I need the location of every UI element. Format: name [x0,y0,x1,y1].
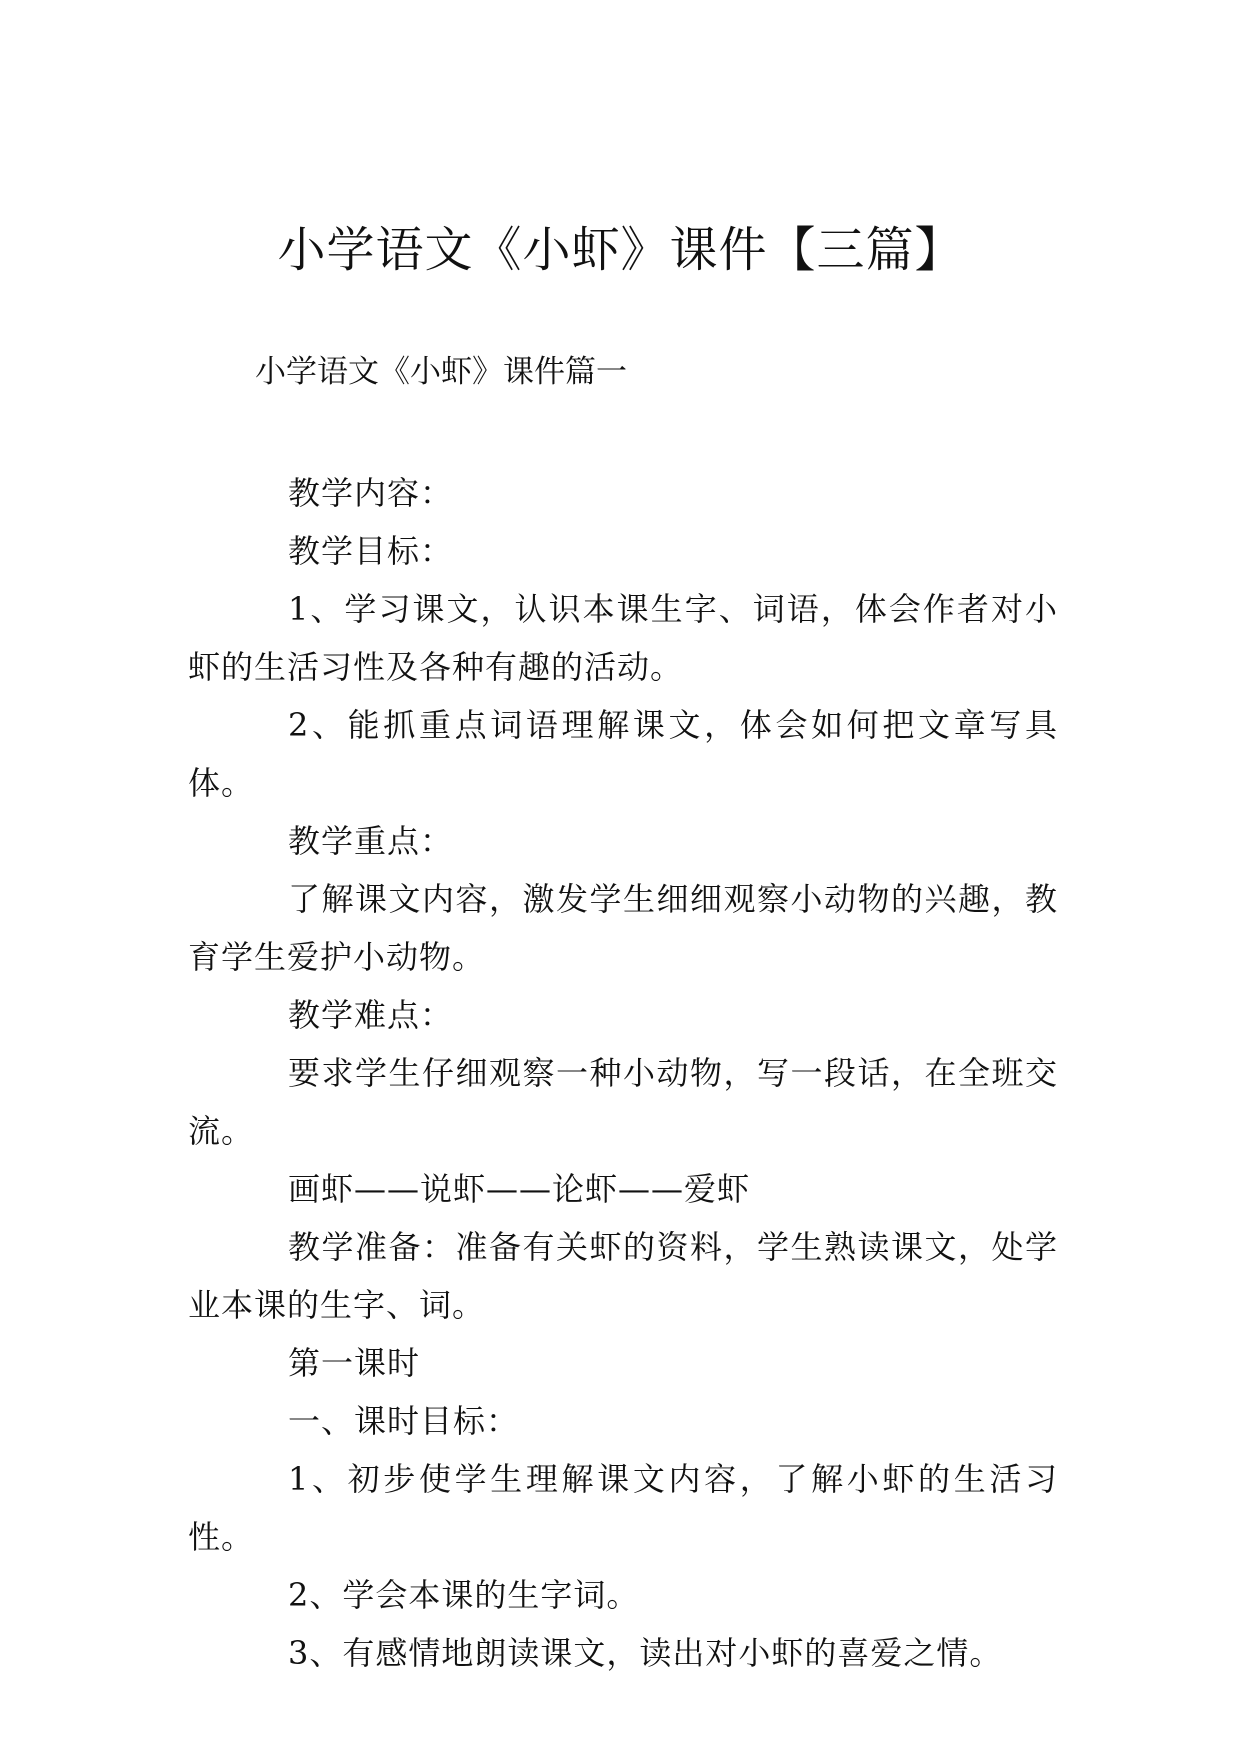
document-title: 小学语文《小虾》课件【三篇】 [277,222,964,278]
paragraph-key-points-text: 了解课文内容，激发学生细细观察小动物的兴趣，教育学生爱护小动物。 [188,880,1058,976]
paragraph-difficulties-text: 要求学生仔细观察一种小动物，写一段话，在全班交流。 [188,1054,1058,1150]
paragraph-key-points: 教学重点： [288,822,454,860]
paragraph-goal-2: 2、能抓重点词语理解课文，体会如何把文章写具体。 [188,706,1058,802]
paragraph-preparation: 教学准备：准备有关虾的资料，学生熟读课文，处学业本课的生字、词。 [188,1228,1058,1324]
paragraph-lesson-goal-2: 2、学会本课的生字词。 [288,1576,640,1614]
paragraph-lesson-goals: 一、课时目标： [288,1402,520,1440]
section-heading: 小学语文《小虾》课件篇一 [255,354,627,390]
document-body [188,464,1058,1682]
paragraph-first-lesson: 第一课时 [288,1344,421,1382]
paragraph-lesson-goal-1: 1、初步使学生理解课文内容，了解小虾的生活习性。 [188,1460,1058,1556]
paragraph-flow: 画虾——说虾——论虾——爱虾 [288,1170,751,1208]
paragraph-teaching-content: 教学内容： [288,474,454,512]
paragraph-goal-1: 1、学习课文，认识本课生字、词语，体会作者对小虾的生活习性及各种有趣的活动。 [188,590,1058,686]
paragraph-teaching-goals: 教学目标： [288,532,454,570]
paragraph-lesson-goal-3: 3、有感情地朗读课文，读出对小虾的喜爱之情。 [288,1634,1003,1672]
paragraph-difficulties: 教学难点： [288,996,454,1034]
